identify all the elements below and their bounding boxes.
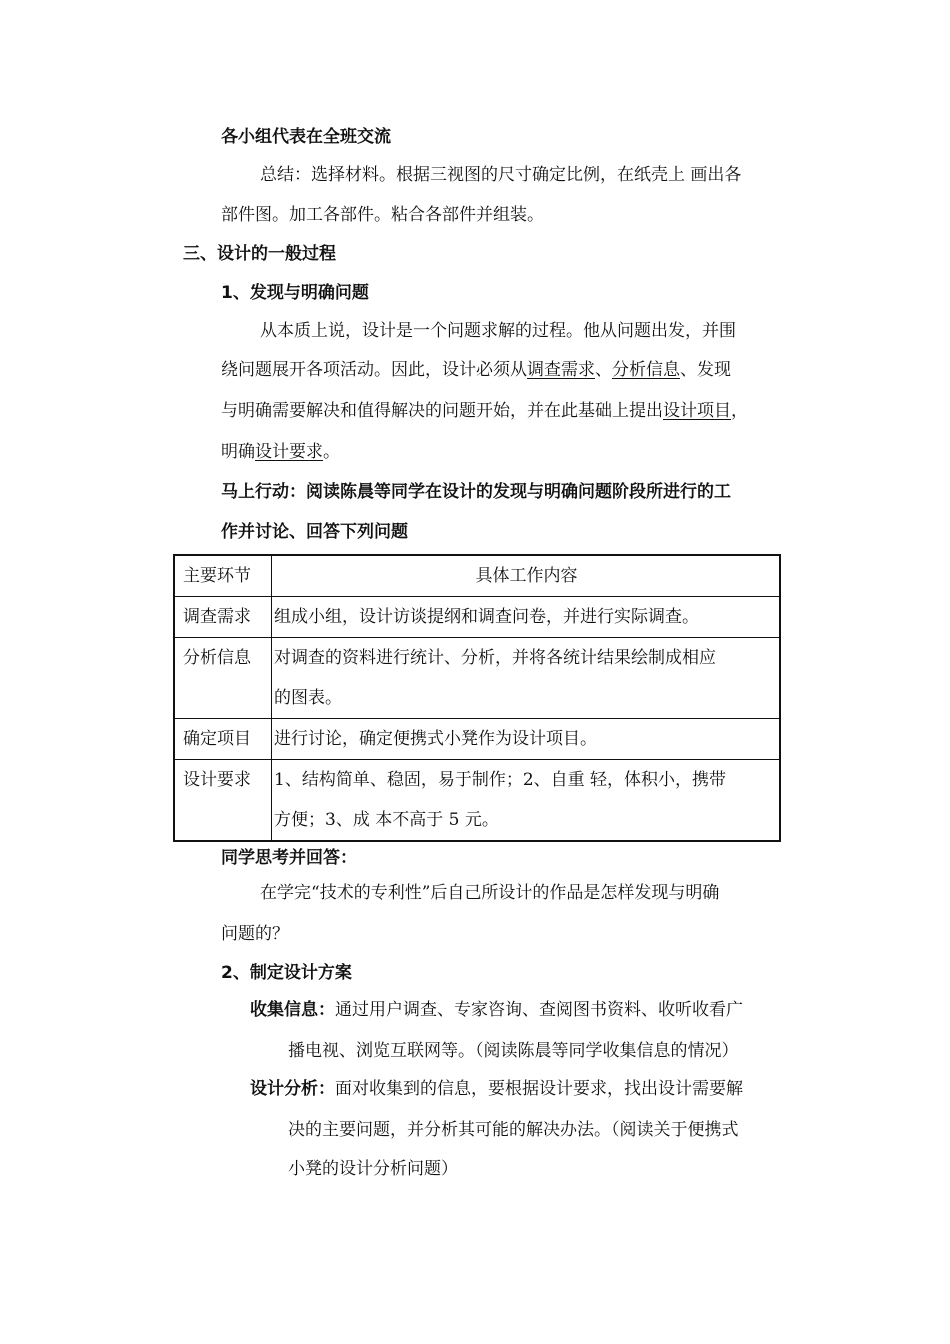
table-header-row: [174, 555, 780, 597]
section-3-heading: 三、设计的一般过程: [183, 244, 336, 264]
para-text: 、发现: [680, 360, 731, 380]
para-text: 与明确需要解决和值得解决的问题开始，并在此基础上提出: [221, 401, 663, 421]
content-cell: [272, 638, 781, 719]
content-text: 方便；3、成 本不高于 5 元。: [274, 810, 499, 830]
para-text: 绕问题展开各项活动。因此，设计必须从: [221, 360, 527, 380]
header-cell-content: 具体工作内容: [272, 555, 781, 597]
collect-info-label: 收集信息：: [250, 1000, 335, 1020]
para-line-1: 从本质上说，设计是一个问题求解的过程。他从问题出发，并围: [260, 321, 736, 341]
para-text: 、: [595, 360, 612, 380]
content-cell: [272, 597, 781, 638]
para-line-4: [221, 440, 340, 464]
design-analysis-line-2: 决的主要问题，并分析其可能的解决办法。（阅读关于便携式: [288, 1120, 739, 1140]
collect-info-line-2: 播电视、浏览互联网等。（阅读陈晨等同学收集信息的情况）: [288, 1041, 739, 1061]
action-line-1: 马上行动：阅读陈晨等同学在设计的发现与明确问题阶段所进行的工: [221, 482, 731, 502]
table-row: [174, 638, 780, 719]
question-line-1: 在学完“技术的专利性”后自己所设计的作品是怎样发现与明确: [260, 883, 720, 903]
stage-cell: 设计要求: [174, 760, 272, 842]
design-analysis-label: 设计分析：: [250, 1079, 335, 1099]
stage-cell: 确定项目: [174, 719, 272, 760]
summary-line-1: 总结：选择材料。根据三视图的尺寸确定比例，在纸壳上 画出各: [260, 165, 742, 185]
keyword-design-requirements: 设计要求: [255, 442, 323, 462]
keyword-analyze-info: 分析信息: [612, 360, 680, 380]
work-content-table: [173, 554, 781, 842]
think-answer-heading: 同学思考并回答：: [221, 848, 357, 868]
para-text: 明确: [221, 442, 255, 462]
stage-cell: 分析信息: [174, 638, 272, 719]
content-text: 1、结构简单、稳固，易于制作；2、自重 轻，体积小，携带: [274, 770, 727, 790]
content-text: 的图表。: [274, 688, 342, 708]
para-line-3: [221, 399, 748, 423]
content-text: 组成小组，设计访谈提纲和调查问卷，并进行实际调查。: [274, 607, 699, 627]
collect-info-line-1: [250, 998, 743, 1022]
content-text: 进行讨论，确定便携式小凳作为设计项目。: [274, 729, 597, 749]
table-row: [174, 760, 780, 842]
stage-cell: 调查需求: [174, 597, 272, 638]
table-row: [174, 719, 780, 760]
subsection-2-heading: 2、制定设计方案: [221, 963, 352, 983]
keyword-investigate-needs: 调查需求: [527, 360, 595, 380]
table-row: [174, 597, 780, 638]
content-cell: [272, 760, 781, 842]
design-analysis-line-1: [250, 1077, 743, 1101]
question-line-2: 问题的？: [221, 924, 289, 944]
content-text: 对调查的资料进行统计、分析，并将各统计结果绘制成相应: [274, 648, 716, 668]
para-text: 。: [323, 442, 340, 462]
group-share-heading: 各小组代表在全班交流: [221, 127, 391, 147]
para-line-2: [221, 358, 731, 382]
summary-line-2: 部件图。加工各部件。粘合各部件并组装。: [221, 205, 544, 225]
subsection-1-heading: 1、发现与明确问题: [221, 283, 369, 303]
para-text: ，: [731, 401, 748, 421]
keyword-design-project: 设计项目: [663, 401, 731, 421]
design-analysis-line-3: 小凳的设计分析问题）: [288, 1159, 458, 1179]
collect-info-text: 通过用户调查、专家咨询、查阅图书资料、收听收看广: [335, 1000, 743, 1020]
action-line-2: 作并讨论、回答下列问题: [221, 522, 408, 542]
header-cell-stage: 主要环节: [174, 555, 272, 597]
content-cell: [272, 719, 781, 760]
design-analysis-text: 面对收集到的信息，要根据设计要求，找出设计需要解: [335, 1079, 743, 1099]
